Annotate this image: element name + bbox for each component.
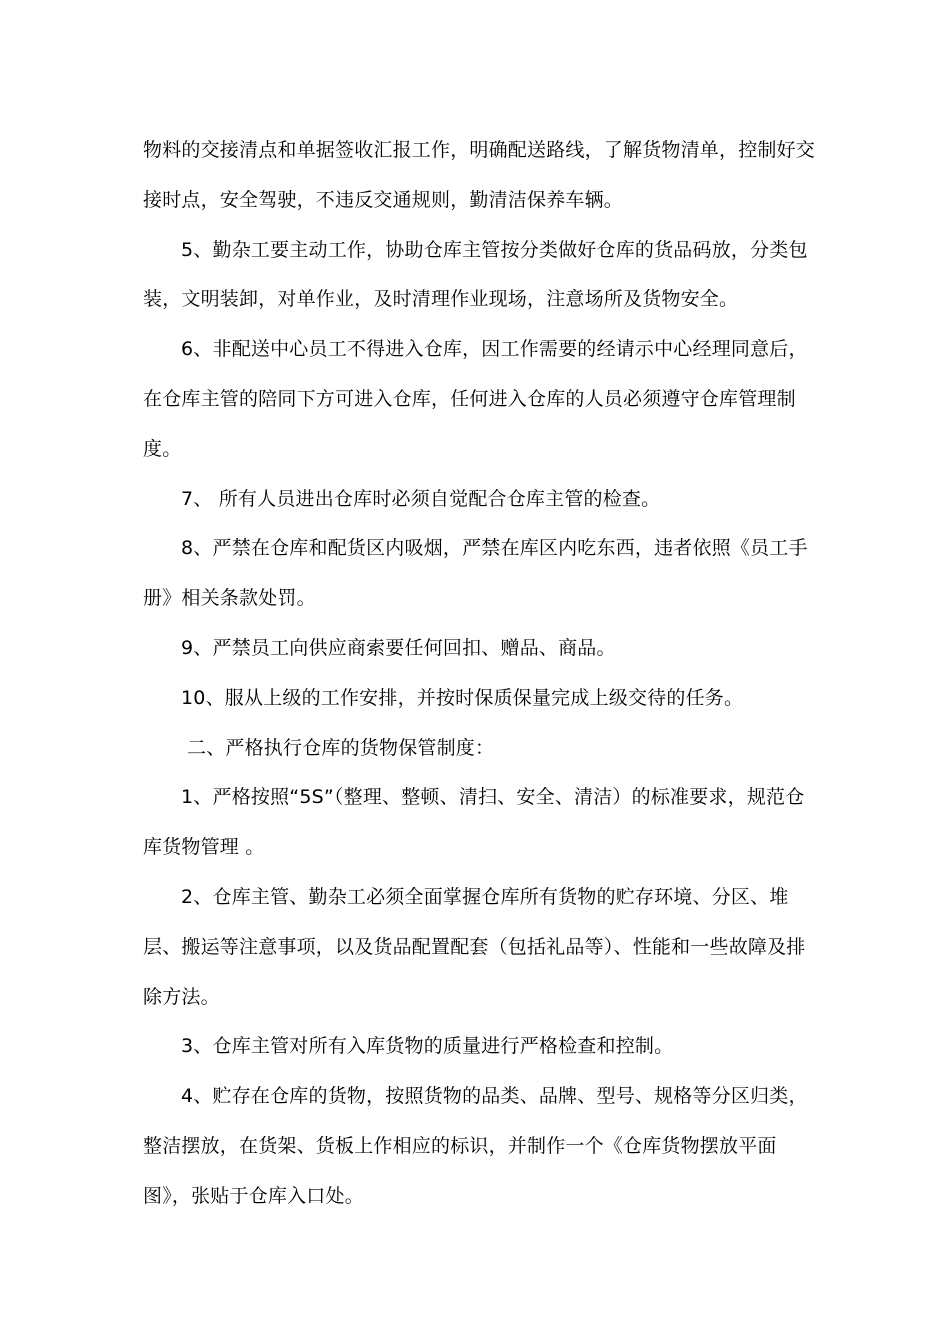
document-body (143, 126, 823, 1222)
paragraph-item-6: 6、非配送中心员工不得进入仓库，因工作需要的经请示中心经理同意后，在仓库主管的陪同下方可进入仓库，任何进入仓库的人员必须遵守仓库管理制度。 (143, 338, 808, 460)
paragraph-item-10: 10、服从上级的工作安排，并按时保质保量完成上级交待的任务。 (181, 686, 744, 709)
paragraph-storage-item-4: 4、贮存在仓库的货物，按照货物的品类、品牌、型号、规格等分区归类，整洁摆放，在货架、货板上作相应的标识，并制作一个《仓库货物摆放平面图》，张贴于仓库入口处。 (143, 1085, 808, 1207)
paragraph-storage-item-1: 1、严格按照“5S”（整理、整顿、清扫、安全、清洁）的标准要求，规范仓库货物管理 。 (143, 786, 805, 859)
paragraph-item-5: 5、勤杂工要主动工作，协助仓库主管按分类做好仓库的货品码放，分类包装，文明装卸，对单作业，及时清理作业现场，注意场所及货物安全。 (143, 238, 808, 311)
paragraph-item-7: 7、 所有人员进出仓库时必须自觉配合仓库主管的检查。 (181, 487, 661, 510)
paragraph-item-8: 8、严禁在仓库和配货区内吸烟，严禁在库区内吃东西，违者依照《员工手册》相关条款处罚。 (143, 537, 808, 610)
paragraph-storage-item-3: 3、仓库主管对所有入库货物的质量进行严格检查和控制。 (181, 1035, 674, 1058)
section-heading: 二、严格执行仓库的货物保管制度： (187, 736, 495, 759)
paragraph-continuation: 物料的交接清点和单据签收汇报工作，明确配送路线，了解货物清单，控制好交接时点，安全驾驶，不违反交通规则，勤清洁保养车辆。 (143, 139, 816, 211)
paragraph-storage-item-2: 2、仓库主管、勤杂工必须全面掌握仓库所有货物的贮存环境、分区、堆层、搬运等注意事项，以及货品配置配套（包括礼品等）、性能和一些故障及排除方法。 (143, 885, 806, 1008)
paragraph-item-9: 9、严禁员工向供应商索要任何回扣、赠品、商品。 (181, 636, 616, 659)
